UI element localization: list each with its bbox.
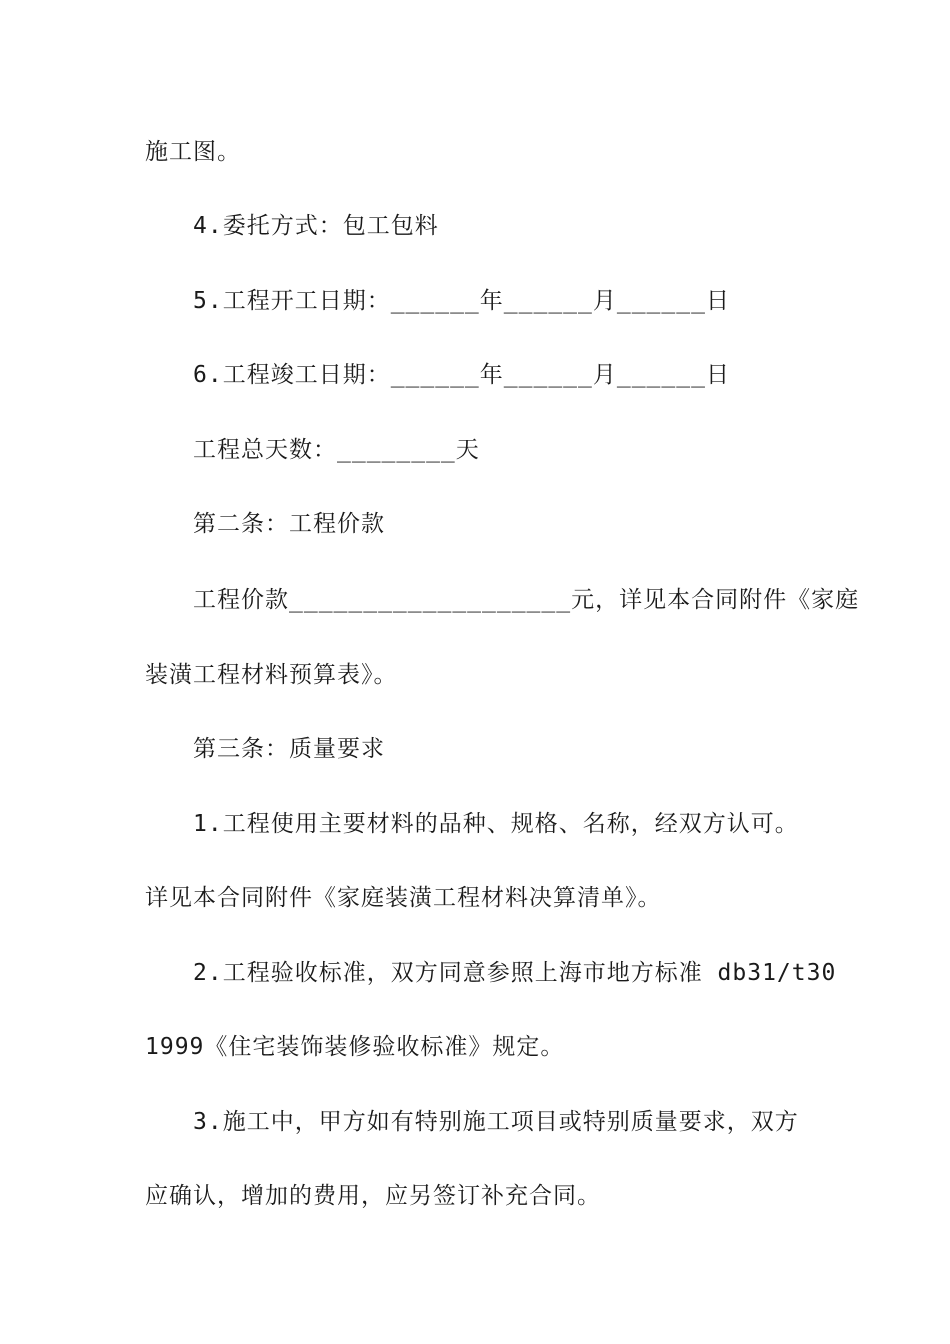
text-line-commission-method: 4.委托方式：包工包料: [193, 213, 439, 239]
text-line-total-days: 工程总天数：________天: [193, 437, 480, 463]
section-heading-price: 第二条：工程价款: [193, 511, 385, 537]
text-line-price-amount: 工程价款___________________元，详见本合同附件《家庭: [193, 587, 860, 613]
text-line-completion-date: 6.工程竣工日期：______年______月______日: [193, 362, 730, 388]
text-line-price-budget-table: 装潢工程材料预算表》。: [145, 662, 398, 688]
text-line-start-date: 5.工程开工日期：______年______月______日: [193, 288, 730, 314]
text-line-special-requirements: 3.施工中，甲方如有特别施工项目或特别质量要求，双方: [193, 1109, 799, 1135]
text-line-materials-list: 详见本合同附件《家庭装潢工程材料决算清单》。: [145, 885, 662, 911]
text-line-supplementary-contract: 应确认，增加的费用，应另签订补充合同。: [145, 1183, 601, 1209]
section-heading-quality: 第三条：质量要求: [193, 736, 385, 762]
text-line-acceptance-standard: 2.工程验收标准，双方同意参照上海市地方标准 db31/t30: [193, 960, 837, 986]
text-line-materials: 1.工程使用主要材料的品种、规格、名称，经双方认可。: [193, 811, 799, 837]
text-line-acceptance-regulation: 1999《住宅装饰装修验收标准》规定。: [145, 1034, 565, 1060]
text-line-construction-drawing: 施工图。: [145, 139, 241, 165]
